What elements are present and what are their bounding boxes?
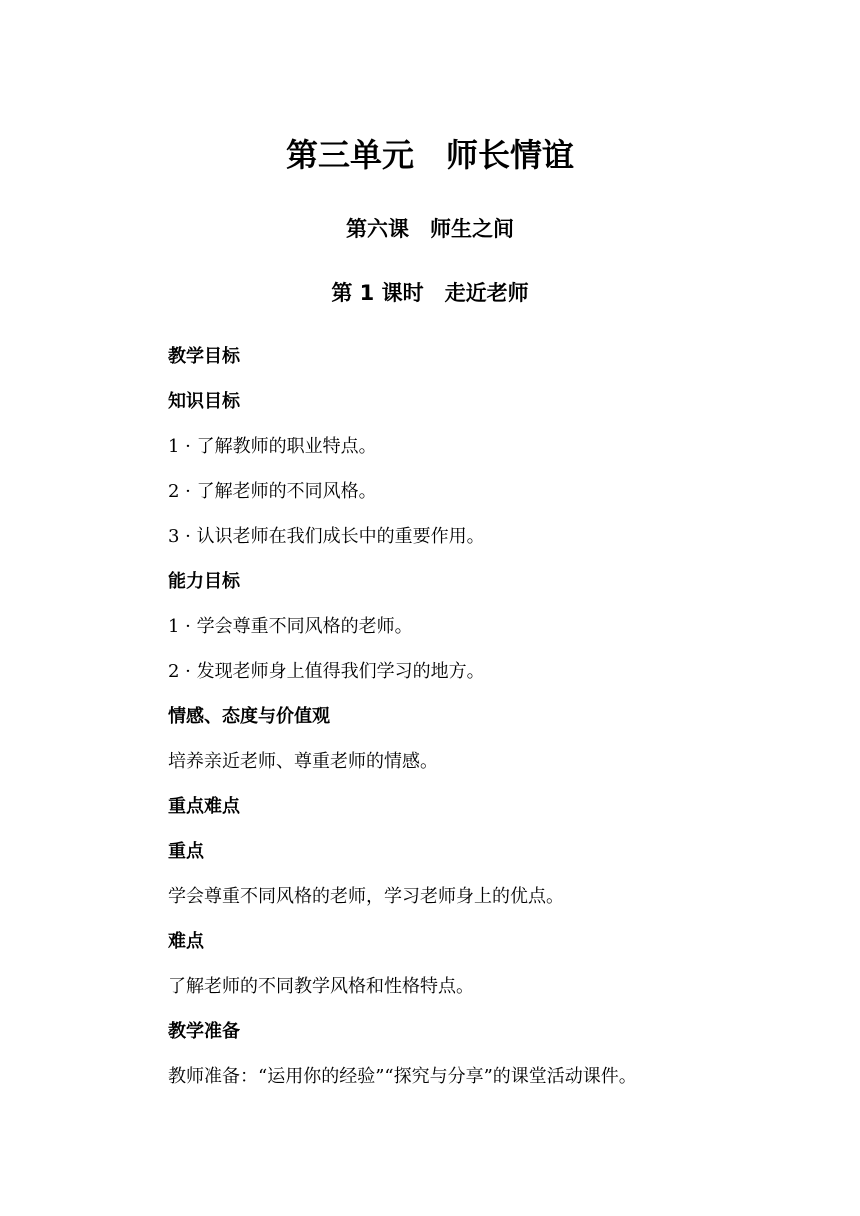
difficult-text: 了解老师的不同教学风格和性格特点。	[168, 976, 474, 997]
knowledge-item-1: 1 · 了解教师的职业特点。	[168, 436, 377, 457]
ability-item-2: 2 · 发现老师身上值得我们学习的地方。	[168, 661, 485, 682]
key-difficult-heading: 重点难点	[168, 796, 240, 817]
objectives-heading: 教学目标	[168, 346, 240, 367]
unit-title: 第三单元 师长情谊	[285, 136, 574, 174]
difficult-heading: 难点	[168, 931, 204, 952]
knowledge-heading: 知识目标	[168, 391, 240, 412]
key-text: 学会尊重不同风格的老师，学习老师身上的优点。	[168, 886, 564, 907]
knowledge-item-3: 3 · 认识老师在我们成长中的重要作用。	[168, 526, 485, 547]
lesson-title: 第六课 师生之间	[346, 217, 514, 241]
knowledge-item-2: 2 · 了解老师的不同风格。	[168, 481, 377, 502]
ability-item-1: 1 · 学会尊重不同风格的老师。	[168, 616, 413, 637]
preparation-heading: 教学准备	[168, 1021, 240, 1042]
period-title: 第 1 课时 走近老师	[331, 281, 529, 305]
ability-heading: 能力目标	[168, 571, 240, 592]
preparation-text: 教师准备：“运用你的经验”“探究与分享”的课堂活动课件。	[168, 1066, 637, 1087]
emotion-text: 培养亲近老师、尊重老师的情感。	[168, 751, 438, 772]
emotion-heading: 情感、态度与价值观	[168, 706, 330, 727]
key-heading: 重点	[168, 841, 204, 862]
